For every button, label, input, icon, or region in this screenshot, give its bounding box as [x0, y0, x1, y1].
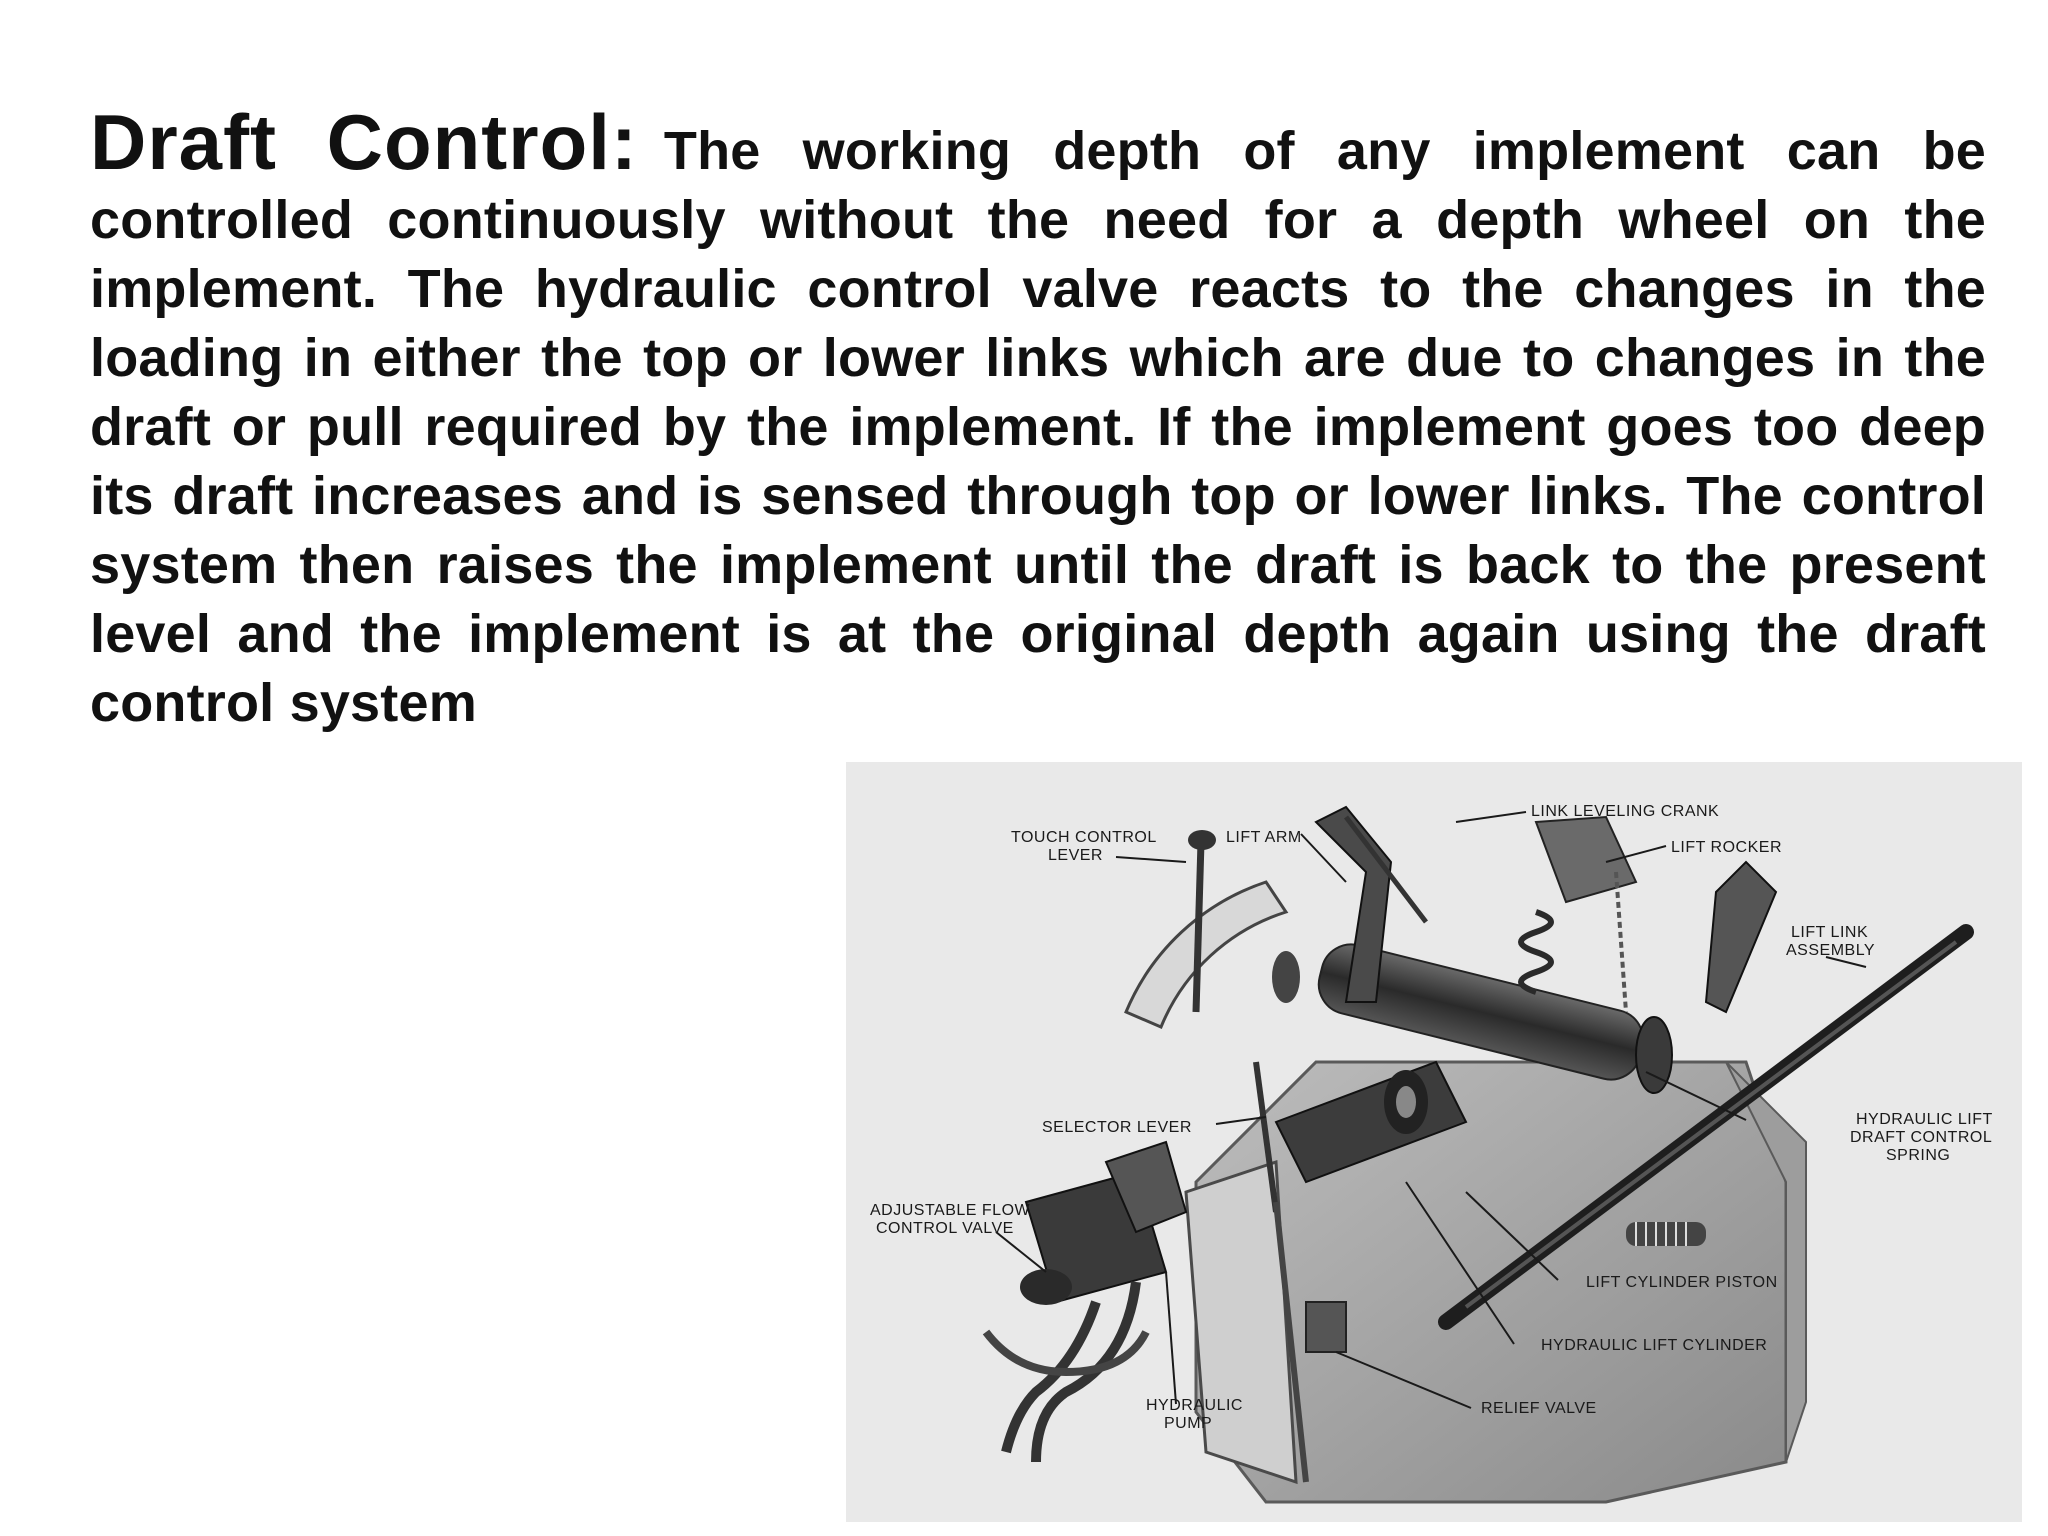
label-hydraulic-pump-1: HYDRAULIC [1146, 1397, 1243, 1414]
hydraulic-lift-draft-control-spring [1626, 1222, 1706, 1246]
label-hydraulic-lift-spring-2: DRAFT CONTROL [1850, 1129, 1993, 1146]
label-hydraulic-lift-spring-1: HYDRAULIC LIFT [1856, 1111, 1993, 1128]
slide-paragraph [90, 98, 1986, 738]
label-link-leveling-crank: LINK LEVELING CRANK [1531, 803, 1720, 820]
label-hydraulic-lift-spring-3: SPRING [1886, 1147, 1951, 1164]
diagram-illustration [846, 762, 2022, 1522]
slide-body-text: The working depth of any implement can be controlled continuously without the need for a depth wheel on the implement. The hydraulic control valve reacts to the changes in the loading in either the top or lower links which are due to changes in the draft or pull required by the implement. If the implement goes too deep its draft increases and is sensed through top or lower links. The control system then raises the implement until the draft is back to the present level and the implement is at the original depth again using the draft control system [90, 121, 1986, 733]
touch-control-lever-shaft [1196, 842, 1201, 1012]
label-relief-valve: RELIEF VALVE [1481, 1400, 1597, 1417]
touch-control-knob [1188, 830, 1216, 850]
hydraulic-pump [986, 1142, 1186, 1462]
lift-chain [1616, 872, 1626, 1012]
label-adjustable-flow-valve-1: ADJUSTABLE FLOW [870, 1202, 1031, 1219]
lift-rocker [1536, 817, 1636, 902]
label-adjustable-flow-valve-2: CONTROL VALVE [876, 1220, 1014, 1237]
label-lift-arm: LIFT ARM [1226, 829, 1302, 846]
control-quadrant [1126, 882, 1286, 1027]
lift-link-arm-right [1706, 862, 1776, 1012]
label-lift-rocker: LIFT ROCKER [1671, 839, 1782, 856]
label-hydraulic-lift-cylinder: HYDRAULIC LIFT CYLINDER [1541, 1337, 1768, 1354]
slide-heading: Draft Control: [90, 98, 638, 186]
label-lift-link-assembly-1: LIFT LINK [1791, 924, 1869, 941]
label-lift-link-assembly-2: ASSEMBLY [1786, 942, 1876, 959]
hydraulic-system-diagram [846, 762, 2022, 1522]
label-selector-lever: SELECTOR LEVER [1042, 1119, 1192, 1136]
label-touch-control-lever-2: LEVER [1048, 847, 1103, 864]
label-hydraulic-pump-2: PUMP [1164, 1415, 1213, 1432]
label-lift-cylinder-piston: LIFT CYLINDER PISTON [1586, 1274, 1778, 1291]
rock-shaft-left-end [1272, 951, 1300, 1003]
label-touch-control-lever-1: TOUCH CONTROL [1011, 829, 1157, 846]
draft-control-spring-top [1521, 912, 1551, 992]
relief-valve-body [1306, 1302, 1346, 1352]
